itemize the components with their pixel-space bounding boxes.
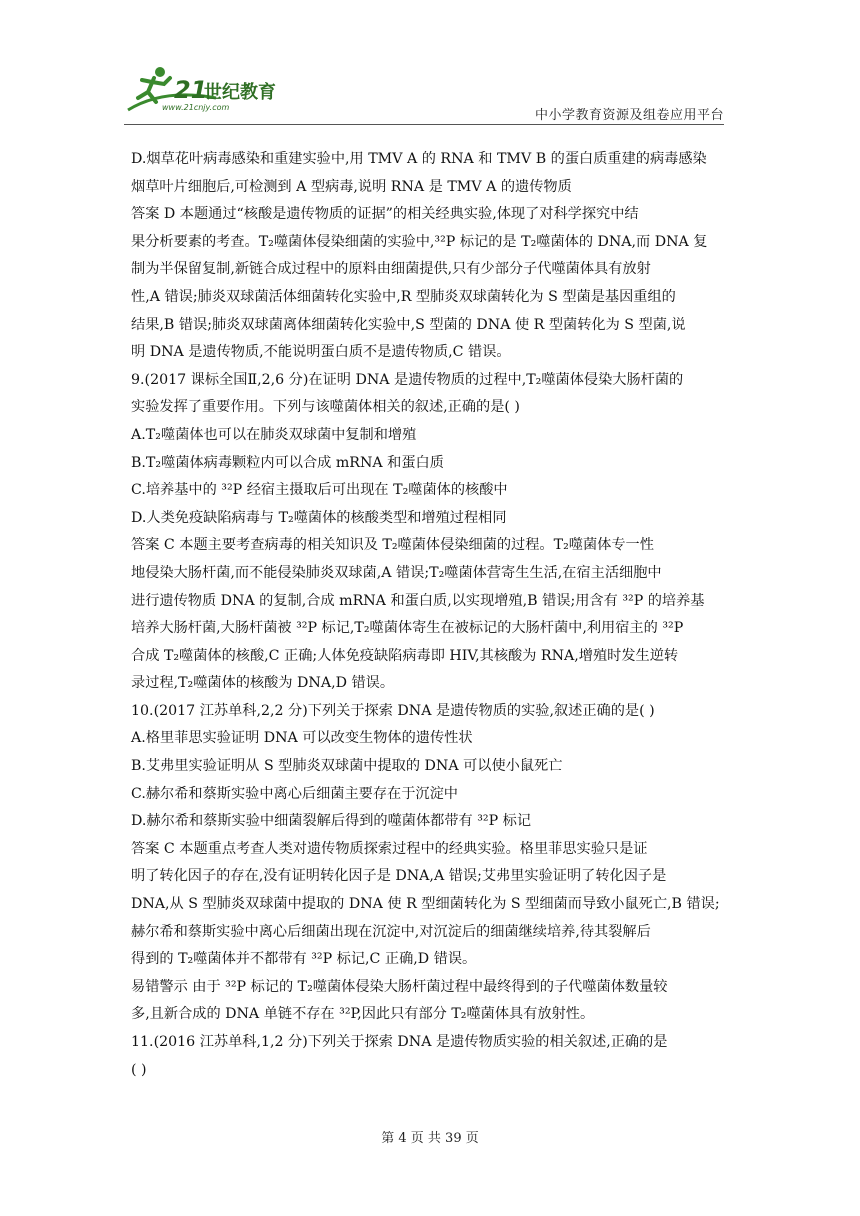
text-line: 得到的 T₂噬菌体并不都带有 ³²P 标记,C 正确,D 错误。 [131, 951, 477, 968]
svg-text:www.21cnjy.com: www.21cnjy.com [162, 103, 230, 112]
text-line: 性,A 错误;肺炎双球菌活体细菌转化实验中,R 型肺炎双球菌转化为 S 型菌是基因重组的 [131, 288, 676, 305]
option-b: B.T₂噬菌体病毒颗粒内可以合成 mRNA 和蛋白质 [131, 454, 444, 471]
svg-text:21: 21 [174, 76, 208, 104]
text-line: 果分析要素的考查。T₂噬菌体侵染细菌的实验中,³²P 标记的是 T₂噬菌体的 DNA,而 DNA 复 [131, 233, 708, 250]
text-line: 烟草叶片细胞后,可检测到 A 型病毒,说明 RNA 是 TMV A 的遗传物质 [131, 178, 572, 195]
question-9: 9.(2017 课标全国Ⅱ,2,6 分)在证明 DNA 是遗传物质的过程中,T₂噬菌体侵染大肠杆菌的 [131, 371, 684, 388]
text-line: 地侵染大肠杆菌,而不能侵染肺炎双球菌,A 错误;T₂噬菌体营寄生生活,在宿主活细胞中 [131, 564, 662, 581]
text-line: 培养大肠杆菌,大肠杆菌被 ³²P 标记,T₂噬菌体寄生在被标记的大肠杆菌中,利用宿主的 ³²P [131, 620, 684, 637]
page-header [0, 0, 860, 130]
text-line: 合成 T₂噬菌体的核酸,C 正确;人体免疫缺陷病毒即 HIV,其核酸为 RNA,增殖时发生逆转 [131, 647, 679, 664]
warning-line: 易错警示 由于 ³²P 标记的 T₂噬菌体侵染大肠杆菌过程中最终得到的子代噬菌体数量较 [131, 978, 668, 995]
answer-line: 答案 C 本题主要考查病毒的相关知识及 T₂噬菌体侵染细菌的过程。T₂噬菌体专一性 [131, 537, 654, 554]
text-line: 录过程,T₂噬菌体的核酸为 DNA,D 错误。 [131, 675, 395, 692]
answer-line: 答案 C 本题重点考查人类对遗传物质探索过程中的经典实验。格里菲思实验只是证 [131, 840, 648, 857]
site-logo [124, 58, 294, 118]
option-d: D.人类免疫缺陷病毒与 T₂噬菌体的核酸类型和增殖过程相同 [131, 509, 507, 526]
text-line: 实验发挥了重要作用。下列与该噬菌体相关的叙述,正确的是( ) [131, 399, 520, 416]
question-11: 11.(2016 江苏单科,1,2 分)下列关于探索 DNA 是遗传物质实验的相关叙述,正确的是 [131, 1034, 668, 1050]
option-c: C.赫尔希和蔡斯实验中离心后细菌主要存在于沉淀中 [131, 785, 458, 802]
text-line: 明了转化因子的存在,没有证明转化因子是 DNA,A 错误;艾弗里实验证明了转化因子是 [131, 868, 667, 885]
text-line: D.烟草花叶病毒感染和重建实验中,用 TMV A 的 RNA 和 TMV B 的蛋白质重建的病毒感染 [131, 151, 707, 167]
text-line: DNA,从 S 型肺炎双球菌中提取的 DNA 使 R 型细菌转化为 S 型细菌而导致小鼠死亡,B 错误; [131, 896, 720, 913]
option-d: D.赫尔希和蔡斯实验中细菌裂解后得到的噬菌体都带有 ³²P 标记 [131, 813, 532, 830]
runner-logo-icon [124, 58, 294, 118]
text-line: ( ) [131, 1061, 147, 1078]
header-divider [124, 124, 724, 125]
text-line: 多,且新合成的 DNA 单链不存在 ³²P,因此只有部分 T₂噬菌体具有放射性。 [131, 1006, 595, 1023]
platform-title: 中小学教育资源及组卷应用平台 [534, 108, 724, 123]
option-b: B.艾弗里实验证明从 S 型肺炎双球菌中提取的 DNA 可以使小鼠死亡 [131, 758, 563, 775]
option-a: A.格里菲思实验证明 DNA 可以改变生物体的遗传性状 [131, 730, 473, 747]
text-line: 制为半保留复制,新链合成过程中的原料由细菌提供,只有少部分子代噬菌体具有放射 [131, 261, 651, 278]
text-line: 赫尔希和蔡斯实验中离心后细菌出现在沉淀中,对沉淀后的细菌继续培养,待其裂解后 [131, 923, 651, 940]
svg-text:世纪教育: 世纪教育 [204, 82, 276, 103]
option-a: A.T₂噬菌体也可以在肺炎双球菌中复制和增殖 [131, 426, 417, 443]
text-line: 明 DNA 是遗传物质,不能说明蛋白质不是遗传物质,C 错误。 [131, 344, 511, 361]
page-footer: 第 4 页 共 39 页 [381, 1131, 479, 1146]
text-line: 答案 D 本题通过“核酸是遗传物质的证据”的相关经典实验,体现了对科学探究中结 [131, 206, 639, 223]
document-body [131, 146, 731, 1084]
option-c: C.培养基中的 ³²P 经宿主摄取后可出现在 T₂噬菌体的核酸中 [131, 482, 508, 499]
text-line: 结果,B 错误;肺炎双球菌离体细菌转化实验中,S 型菌的 DNA 使 R 型菌转化为 S 型菌,说 [131, 316, 686, 333]
question-10: 10.(2017 江苏单科,2,2 分)下列关于探索 DNA 是遗传物质的实验,叙述正确的是( ) [131, 702, 655, 719]
text-line: 进行遗传物质 DNA 的复制,合成 mRNA 和蛋白质,以实现增殖,B 错误;用含有 ³²P 的培养基 [131, 592, 705, 609]
